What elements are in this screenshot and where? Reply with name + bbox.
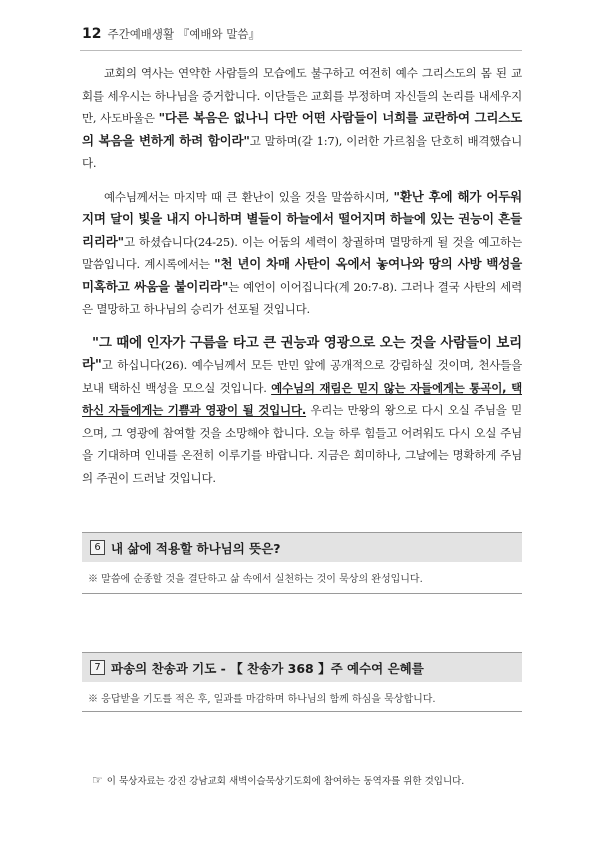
section-sending-hymn <box>82 652 522 712</box>
scripture-quote: "다른 복음은 없나니 다만 어떤 사람들이 너희를 교란하여 그리스도의 복음을 변하게 하려 함이라" <box>82 110 522 148</box>
underlined-emphasis: 예수님의 재림은 믿지 않는 자들에게는 통곡이, 택하신 자들에게는 기쁨과 영광이 될 것입니다. <box>82 380 522 417</box>
paragraph-text: 교회의 역사는 연약한 사람들의 모습에도 불구하고 여전히 예수 그리스도의 몸 된 교회를 세우시는 하나님을 증거합니다. 이단들은 교회를 부정하며 자신들의 논리를 내세우지만, 사도바울은 <box>82 66 522 125</box>
section-application <box>82 532 522 594</box>
section-note: ※ 응답받을 기도를 적은 후, 일과를 마감하며 하나님의 함께 하심을 묵상합니다. <box>88 694 436 705</box>
paragraph-text: 고 하십니다(26). 예수님께서 모든 만민 앞에 공개적으로 강림하실 것이며, 천사들을 보내 택하신 백성을 모으실 것입니다. <box>82 358 522 395</box>
section-header <box>82 652 522 682</box>
section-number: 7 <box>90 660 105 675</box>
page-number: 12 <box>82 26 102 42</box>
paragraph-text: 는 예언이 이어집니다(계 20:7-8). 그러나 결국 사탄의 세력은 멸망하고 하나님의 승리가 선포될 것입니다. <box>82 279 522 316</box>
pointing-hand-icon: ☞ <box>92 773 103 787</box>
publication-title: 주간예배생활 『예배와 말씀』 <box>107 27 260 41</box>
section-title: 파송의 찬송과 기도 - 【 찬송가 368 】주 예수여 은혜를 <box>111 660 424 676</box>
paragraph-church-history <box>82 62 522 175</box>
paragraph-text: 고 말하며(갈 1:7), 이러한 가르침을 단호히 배격했습니다. <box>82 133 522 170</box>
section-number: 6 <box>90 540 105 555</box>
paragraph-tribulation <box>82 186 522 321</box>
paragraph-text: 고 하셨습니다(24-25). 이는 어둠의 세력이 창궐하며 멸망하게 될 것을 예고하는 말씀입니다. 계시록에서는 <box>82 234 522 271</box>
scripture-quote: "천 년이 차매 사탄이 옥에서 놓여나와 땅의 사방 백성을 미혹하고 싸움을 붙이리라" <box>82 256 522 294</box>
paragraph-second-coming <box>82 332 522 490</box>
paragraph-text: 예수님께서는 마지막 때 큰 환난이 있을 것을 말씀하시며, <box>104 189 394 204</box>
paragraph-text: 우리는 만왕의 왕으로 다시 오실 주님을 믿으며, 그 영광에 참여할 것을 소망해야 합니다. 오늘 하루 힘들고 어려워도 다시 오실 주님을 기대하며 인내를 온전히 이루기를 바랍니다. 지금은 희미하나, 그날에는 명확하게 주님의 주권이 드러날 것입니다. <box>82 403 522 485</box>
footer-text: 이 묵상자료는 강진 강남교회 새벽이슬묵상기도회에 참여하는 동역자를 위한 것입니다. <box>106 776 465 787</box>
page-header <box>82 26 260 46</box>
section-title: 내 삶에 적용할 하나님의 뜻은? <box>111 540 281 556</box>
header-divider <box>80 50 522 51</box>
section-header <box>82 532 522 562</box>
section-note: ※ 말씀에 순종할 것을 결단하고 삶 속에서 실천하는 것이 묵상의 완성입니다. <box>88 574 423 585</box>
footer-note <box>92 773 464 787</box>
scripture-quote: "환난 후에 해가 어두워지며 달이 빛을 내지 아니하며 별들이 하늘에서 떨어지며 하늘에 있는 권능이 흔들리리라" <box>82 188 522 249</box>
devotional-body <box>82 62 522 500</box>
scripture-quote: "그 때에 인자가 구름을 타고 큰 권능과 영광으로 오는 것을 사람들이 보리라" <box>82 334 522 373</box>
